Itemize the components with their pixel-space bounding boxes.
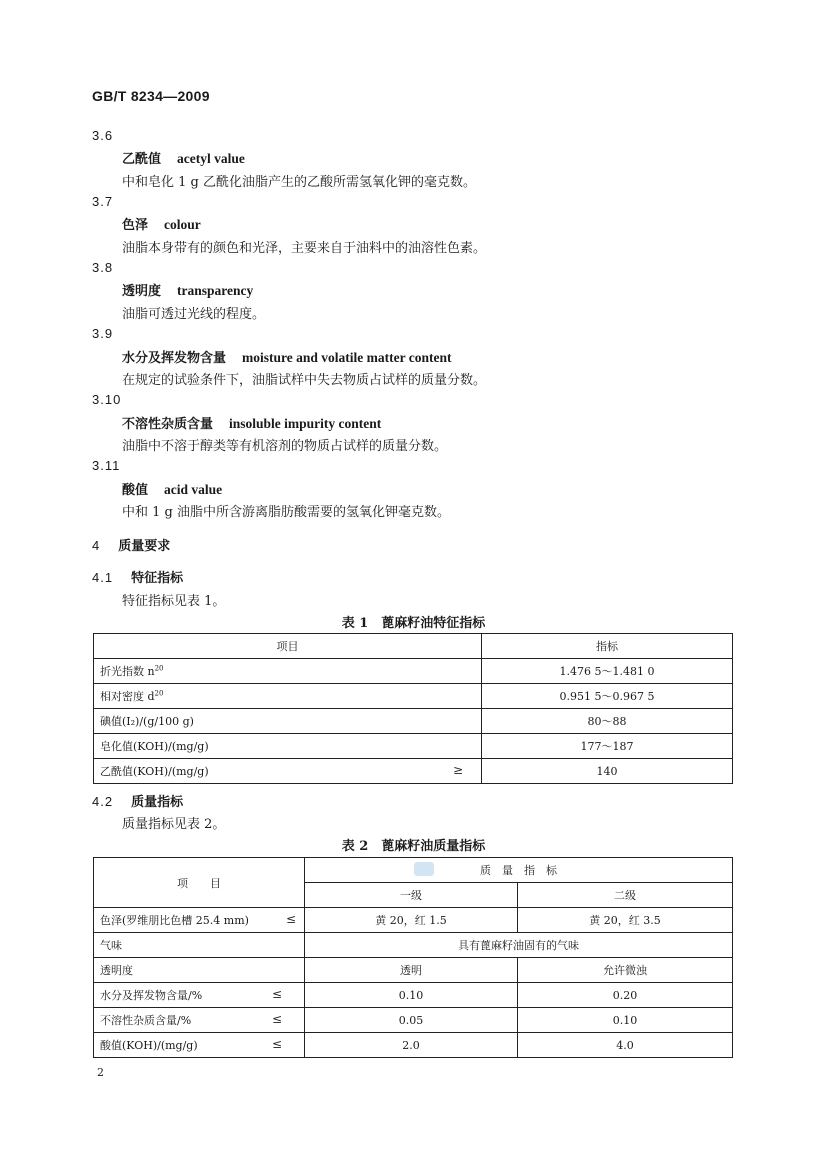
term-zh: 乙酰值 — [122, 152, 162, 167]
paragraph: 质量指标见表 2。 — [122, 817, 226, 832]
table-cell: 80～88 — [482, 709, 733, 734]
comparison-sign: ≥ — [452, 763, 463, 777]
definition: 油脂中不溶于醇类等有机溶剂的物质占试样的质量分数。 — [122, 439, 448, 454]
table-cell: 酸值(KOH)/(mg/g) ≤ — [94, 1033, 305, 1058]
table-header: 项目 — [94, 634, 482, 659]
table-cell: 气味 — [94, 933, 305, 958]
table-header: 质 量 指 标 — [305, 858, 733, 883]
section-number: 3.7 — [92, 194, 114, 209]
definition: 中和 1 g 油脂中所含游离脂肪酸需要的氢氧化钾毫克数。 — [122, 505, 450, 520]
section-title: 质量要求 — [118, 539, 171, 554]
definition: 油脂可透过光线的程度。 — [122, 307, 266, 322]
comparison-sign: ≤ — [271, 1012, 282, 1026]
table-row — [94, 958, 733, 983]
term-zh: 透明度 — [122, 284, 162, 299]
table-cell: 乙酰值(KOH)/(mg/g) ≥ — [94, 759, 482, 784]
term-en: acetyl value — [177, 151, 245, 166]
table-row — [94, 684, 733, 709]
table-cell: 0.951 5～0.967 5 — [482, 684, 733, 709]
table-header: 项 目 — [94, 858, 305, 908]
comparison-sign: ≤ — [285, 912, 296, 926]
table-cell: 不溶性杂质含量/% ≤ — [94, 1008, 305, 1033]
section-number: 4.1 — [92, 570, 114, 585]
table-cell: 177～187 — [482, 734, 733, 759]
table-row — [94, 709, 733, 734]
section-number: 3.10 — [92, 392, 122, 407]
term — [122, 479, 222, 498]
table-cell: 4.0 — [518, 1033, 733, 1058]
section-number: 3.11 — [92, 458, 121, 473]
table-cell: 140 — [482, 759, 733, 784]
table-row — [94, 983, 733, 1008]
section-number: 4 — [92, 538, 101, 553]
table-characteristics — [93, 633, 733, 784]
section-number: 3.8 — [92, 260, 114, 275]
table-cell: 碘值(I₂)/(g/100 g) — [94, 709, 482, 734]
comparison-sign: ≤ — [271, 987, 282, 1001]
term-en: transparency — [177, 283, 254, 298]
definition: 中和皂化 1 g 乙酰化油脂产生的乙酸所需氢氧化钾的毫克数。 — [122, 175, 476, 190]
table-caption: 表 2 蓖麻籽油质量指标 — [341, 839, 486, 854]
section-heading — [92, 535, 170, 554]
table-cell: 水分及挥发物含量/% ≤ — [94, 983, 305, 1008]
term-en: acid value — [164, 482, 223, 497]
table-header: 指标 — [482, 634, 733, 659]
term — [122, 148, 245, 167]
term — [122, 214, 201, 233]
table-cell: 黄 20，红 1.5 — [305, 908, 518, 933]
table-cell: 透明度 — [94, 958, 305, 983]
table-cell: 皂化值(KOH)/(mg/g) — [94, 734, 482, 759]
table-cell: 允许微浊 — [518, 958, 733, 983]
table-cell: 0.10 — [305, 983, 518, 1008]
term-zh: 酸值 — [122, 483, 149, 498]
table-row — [94, 1033, 733, 1058]
table-cell: 0.05 — [305, 1008, 518, 1033]
table-cell: 黄 20，红 3.5 — [518, 908, 733, 933]
section-number: 3.9 — [92, 326, 114, 341]
table-row — [94, 933, 733, 958]
table-row — [94, 908, 733, 933]
subsection-heading — [92, 791, 183, 810]
table-row — [94, 659, 733, 684]
paragraph: 特征指标见表 1。 — [122, 594, 226, 609]
table-cell: 0.10 — [518, 1008, 733, 1033]
definition: 在规定的试验条件下，油脂试样中失去物质占试样的质量分数。 — [122, 373, 487, 388]
term-zh: 色泽 — [122, 218, 149, 233]
document-header: GB/T 8234—2009 — [92, 88, 210, 104]
term-en: moisture and volatile matter content — [242, 350, 452, 365]
section-number: 4.2 — [92, 794, 114, 809]
table-header: 一级 — [305, 883, 518, 908]
table-cell: 透明 — [305, 958, 518, 983]
table-cell: 1.476 5～1.481 0 — [482, 659, 733, 684]
table-row — [94, 759, 733, 784]
term-zh: 不溶性杂质含量 — [122, 417, 214, 432]
table-cell: 色泽(罗维朋比色槽 25.4 mm) ≤ — [94, 908, 305, 933]
term — [122, 280, 253, 299]
term — [122, 347, 451, 366]
definition: 油脂本身带有的颜色和光泽，主要来自于油料中的油溶性色素。 — [122, 241, 487, 256]
table-caption: 表 1 蓖麻籽油特征指标 — [341, 616, 486, 631]
table-header: 二级 — [518, 883, 733, 908]
table-cell: 2.0 — [305, 1033, 518, 1058]
subsection-heading — [92, 567, 183, 586]
comparison-sign: ≤ — [271, 1037, 282, 1051]
table-cell: 具有蓖麻籽油固有的气味 — [305, 933, 733, 958]
term-en: colour — [164, 217, 201, 232]
term-en: insoluble impurity content — [229, 416, 382, 431]
page-number: 2 — [97, 1066, 104, 1079]
table-cell: 0.20 — [518, 983, 733, 1008]
table-row — [94, 1008, 733, 1033]
table-row — [94, 734, 733, 759]
table-cell: 相对密度 $d^{20}$ — [94, 684, 482, 709]
table-cell: 折光指数 $n^{20}$ — [94, 659, 482, 684]
section-title: 特征指标 — [131, 571, 184, 586]
section-number: 3.6 — [92, 128, 114, 143]
term — [122, 413, 381, 432]
table-quality — [93, 857, 733, 1058]
section-title: 质量指标 — [131, 795, 184, 810]
term-zh: 水分及挥发物含量 — [122, 351, 227, 366]
